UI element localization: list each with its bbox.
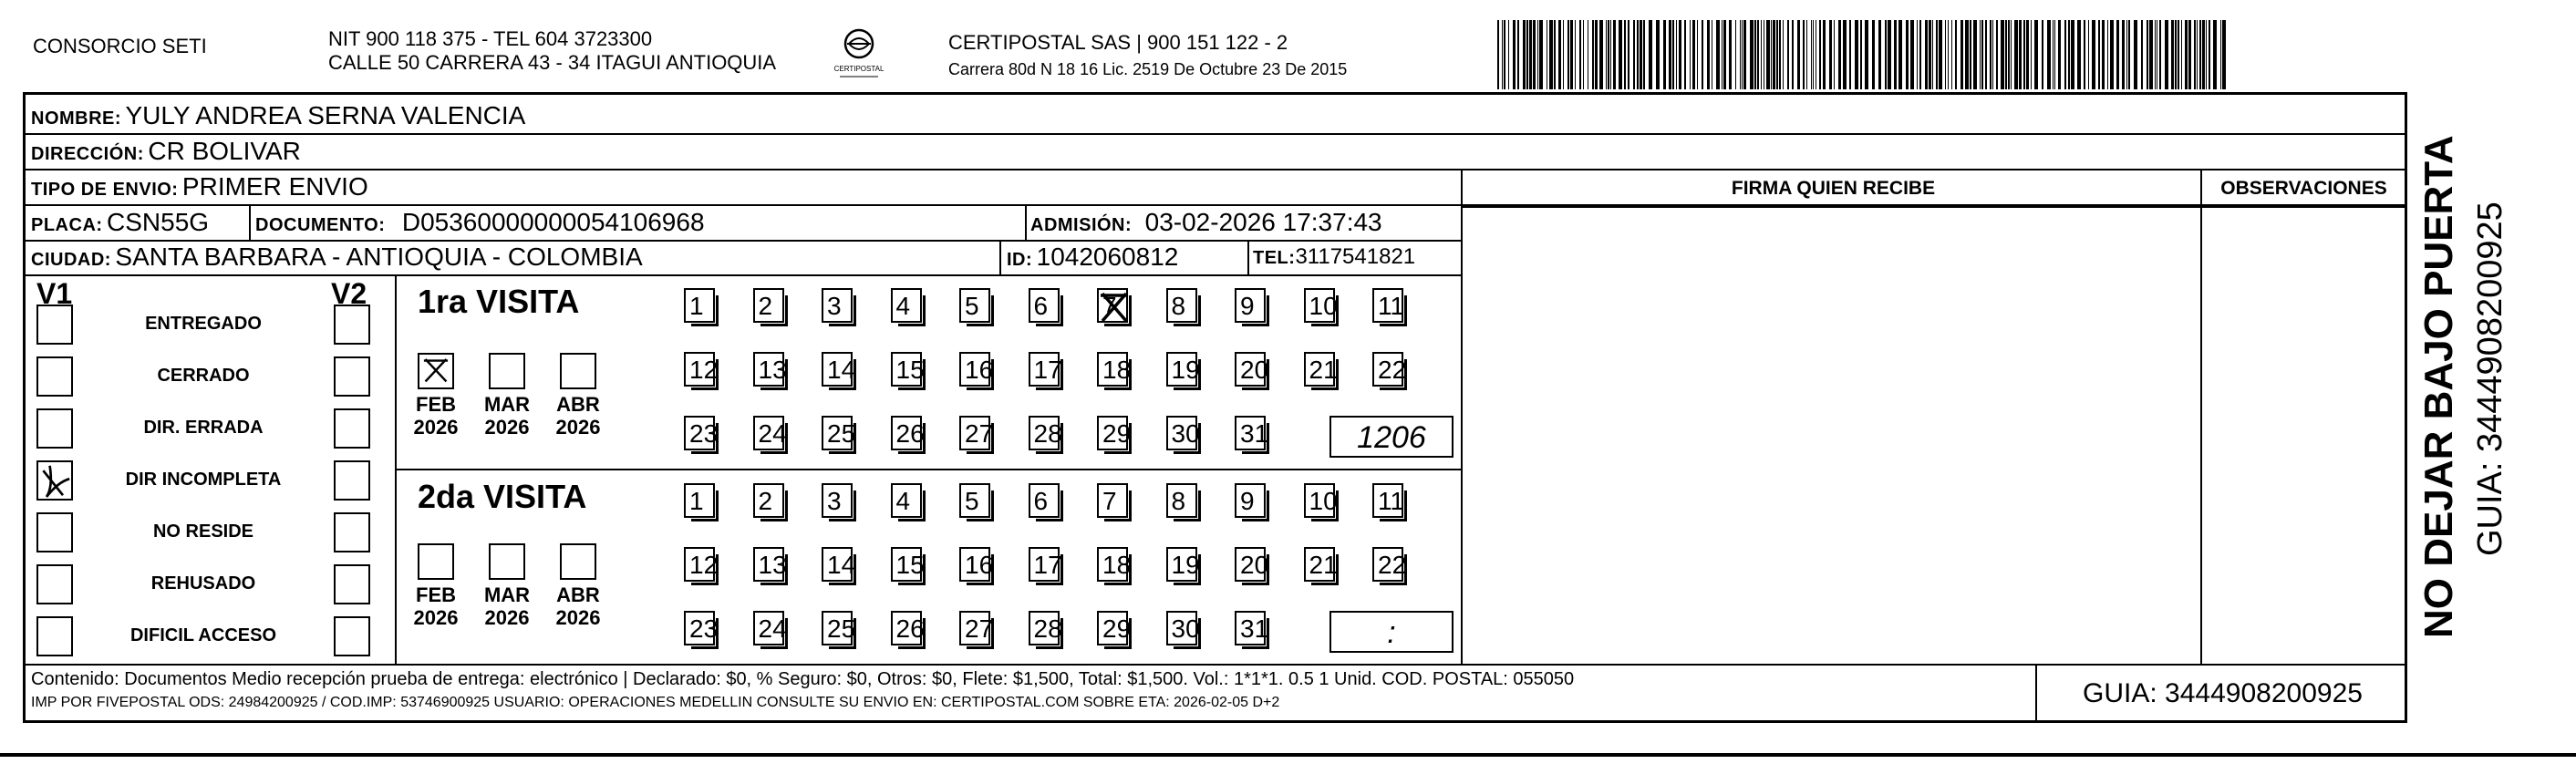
status-checkbox-v1[interactable] [36,460,73,501]
day-box-19[interactable]: 19 [1166,547,1197,582]
address-value: CR BOLIVAR [148,137,301,165]
month-label: ABR 2026 [555,393,601,439]
day-box-23[interactable]: 23 [684,611,715,645]
day-box-13[interactable]: 13 [753,352,784,387]
carrier-line: CERTIPOSTAL SAS | 900 151 122 - 2 [948,31,1288,54]
day-box-31[interactable]: 31 [1235,416,1266,450]
day-box-22[interactable]: 22 [1372,547,1403,582]
day-box-10[interactable]: 10 [1304,483,1335,518]
city-row: CIUDAD: SANTA BARBARA - ANTIOQUIA - COLOMBIA [31,243,643,271]
day-box-29[interactable]: 29 [1097,611,1128,645]
month-label: FEB 2026 [413,393,459,439]
month-label: ABR 2026 [555,583,601,629]
status-checkbox-v2[interactable] [334,512,370,552]
day-box-24[interactable]: 24 [753,416,784,450]
status-checkbox-v2[interactable] [334,356,370,397]
side-guia: GUIA: 3444908200925 [2471,201,2509,556]
day-box-4[interactable]: 4 [891,483,922,518]
day-box-25[interactable]: 25 [822,611,853,645]
status-label: NO RESIDE [152,521,254,542]
day-box-18[interactable]: 18 [1097,352,1128,387]
shipping-type-row: TIPO DE ENVIO: PRIMER ENVIO [31,172,368,201]
day-box-19[interactable]: 19 [1166,352,1197,387]
day-box-15[interactable]: 15 [891,547,922,582]
barcode [1497,20,2227,89]
day-box-30[interactable]: 30 [1166,416,1197,450]
admission-row: ADMISIÓN: 03-02-2026 17:37:43 [1030,208,1382,236]
day-mark [1099,290,1130,325]
plate-value: CSN55G [107,208,210,236]
tel-value: 3117541821 [1295,244,1416,269]
tel-row: TEL:3117541821 [1253,244,1416,269]
status-label: CERRADO [157,366,250,386]
status-checkbox-v1[interactable] [36,616,73,656]
address-line: CALLE 50 CARRERA 43 - 34 ITAGUI ANTIOQUIA [328,51,777,74]
day-box-3[interactable]: 3 [822,483,853,518]
id-row: ID: 1042060812 [1007,243,1179,271]
day-box-5[interactable]: 5 [959,483,990,518]
day-box-12[interactable]: 12 [684,547,715,582]
guia-box: GUIA: 3444908200925 [2083,678,2363,708]
day-box-26[interactable]: 26 [891,611,922,645]
day-box-11[interactable]: 11 [1372,483,1403,518]
day-box-1[interactable]: 1 [684,288,715,323]
status-checkbox-v2[interactable] [334,460,370,501]
day-box-10[interactable]: 10 [1304,288,1335,323]
signature-label: FIRMA QUIEN RECIBE [1731,178,1936,199]
day-box-7[interactable]: 7 [1097,483,1128,518]
day-box-4[interactable]: 4 [891,288,922,323]
company-name: CONSORCIO SETI [33,35,207,57]
carrier-address: Carrera 80d N 18 16 Lic. 2519 De Octubre 23 De 2015 [948,60,1348,78]
document-value: D05360000000054106968 [401,208,705,236]
day-box-6[interactable]: 6 [1029,288,1060,323]
day-box-3[interactable]: 3 [822,288,853,323]
status-label: DIR. ERRADA [143,418,264,438]
document-row: DOCUMENTO: D05360000000054106968 [255,208,705,236]
day-box-11[interactable]: 11 [1372,288,1403,323]
month-checkbox-abr[interactable] [560,353,596,389]
status-label: DIFICIL ACCESO [129,625,276,645]
nit-line: NIT 900 118 375 - TEL 604 3723300 [328,27,653,50]
day-box-9[interactable]: 9 [1235,288,1266,323]
day-box-1[interactable]: 1 [684,483,715,518]
status-checkbox-v2[interactable] [334,564,370,604]
recipient-name-row: NOMBRE: YULY ANDREA SERNA VALENCIA [31,101,526,129]
day-box-9[interactable]: 9 [1235,483,1266,518]
day-box-8[interactable]: 8 [1166,288,1197,323]
day-box-14[interactable]: 14 [822,547,853,582]
day-box-12[interactable]: 12 [684,352,715,387]
status-label: ENTREGADO [145,314,262,334]
day-box-15[interactable]: 15 [891,352,922,387]
month-checkbox-mar[interactable] [489,353,525,389]
status-checkbox-v1[interactable] [36,408,73,449]
id-value: 1042060812 [1036,243,1179,271]
day-box-25[interactable]: 25 [822,416,853,450]
shipping-type: PRIMER ENVIO [181,172,368,201]
day-box-7[interactable]: 7 [1097,288,1128,323]
svg-text:CERTIPOSTAL: CERTIPOSTAL [834,65,885,73]
status-checkbox-v2[interactable] [334,305,370,345]
day-box-23[interactable]: 23 [684,416,715,450]
day-box-20[interactable]: 20 [1235,547,1266,582]
time-field[interactable]: : [1329,611,1454,653]
day-box-6[interactable]: 6 [1029,483,1060,518]
admission-value: 03-02-2026 17:37:43 [1144,208,1382,236]
month-checkbox-feb[interactable] [418,543,454,580]
observations-label: OBSERVACIONES [2220,178,2387,199]
month-label: MAR 2026 [483,393,531,439]
day-box-13[interactable]: 13 [753,547,784,582]
status-checkbox-v1[interactable] [36,512,73,552]
day-box-2[interactable]: 2 [753,483,784,518]
day-box-17[interactable]: 17 [1029,547,1060,582]
day-box-17[interactable]: 17 [1029,352,1060,387]
first-visit-title: 1ra VISITA [418,283,580,320]
v2-label: V2 [331,277,367,310]
month-checkbox-mar[interactable] [489,543,525,580]
status-label: REHUSADO [150,573,256,594]
status-checkbox-v2[interactable] [334,408,370,449]
plate-row: PLACA: CSN55G [31,208,210,236]
recipient-name: YULY ANDREA SERNA VALENCIA [125,101,526,129]
day-box-16[interactable]: 16 [959,352,990,387]
month-label: MAR 2026 [483,583,531,629]
second-visit-title: 2da VISITA [418,478,587,515]
day-box-27[interactable]: 27 [959,416,990,450]
bottom-rule [0,753,2576,757]
status-checkbox-v1[interactable] [36,564,73,604]
day-box-8[interactable]: 8 [1166,483,1197,518]
day-box-21[interactable]: 21 [1304,547,1335,582]
month-checkbox-feb[interactable] [418,353,454,389]
day-box-31[interactable]: 31 [1235,611,1266,645]
day-box-2[interactable]: 2 [753,288,784,323]
month-label: FEB 2026 [413,583,459,629]
month-checkbox-abr[interactable] [560,543,596,580]
status-checkbox-v1[interactable] [36,356,73,397]
delivery-form [23,92,2407,723]
day-box-28[interactable]: 28 [1029,611,1060,645]
day-box-22[interactable]: 22 [1372,352,1403,387]
status-label: DIR INCOMPLETA [125,470,282,490]
footer-print-line: IMP POR FIVEPOSTAL ODS: 24984200925 / COD.IMP: 53746900925 USUARIO: OPERACIONES MEDELLIN CONSULTE SU ENVIO EN: CERTIPOSTAL.COM SOBRE ETA: 2026-02-05 D+2 [31,695,1280,710]
status-checkbox-v1[interactable] [36,305,73,345]
status-checkbox-v2[interactable] [334,616,370,656]
address-row: DIRECCIÓN: CR BOLIVAR [31,137,301,165]
time-field[interactable]: 1206 [1329,416,1454,458]
city-value: SANTA BARBARA - ANTIOQUIA - COLOMBIA [115,243,643,271]
day-box-28[interactable]: 28 [1029,416,1060,450]
day-box-21[interactable]: 21 [1304,352,1335,387]
day-box-18[interactable]: 18 [1097,547,1128,582]
day-box-30[interactable]: 30 [1166,611,1197,645]
footer-content-line: Contenido: Documentos Medio recepción prueba de entrega: electrónico | Declarado: $0, % Seguro: $0, Otros: $0, Flete: $1,500, Total: $1,500. Vol.: 1*1*1. 0.5 1 Unid. COD. POSTAL: 055050 [31,669,1575,689]
day-box-26[interactable]: 26 [891,416,922,450]
day-box-24[interactable]: 24 [753,611,784,645]
day-box-27[interactable]: 27 [959,611,990,645]
v1-label: V1 [36,277,73,310]
certipostal-logo [834,26,885,82]
day-box-5[interactable]: 5 [959,288,990,323]
day-box-14[interactable]: 14 [822,352,853,387]
day-box-29[interactable]: 29 [1097,416,1128,450]
day-box-16[interactable]: 16 [959,547,990,582]
side-warning: NO DEJAR BAJO PUERTA [2416,135,2461,638]
day-box-20[interactable]: 20 [1235,352,1266,387]
